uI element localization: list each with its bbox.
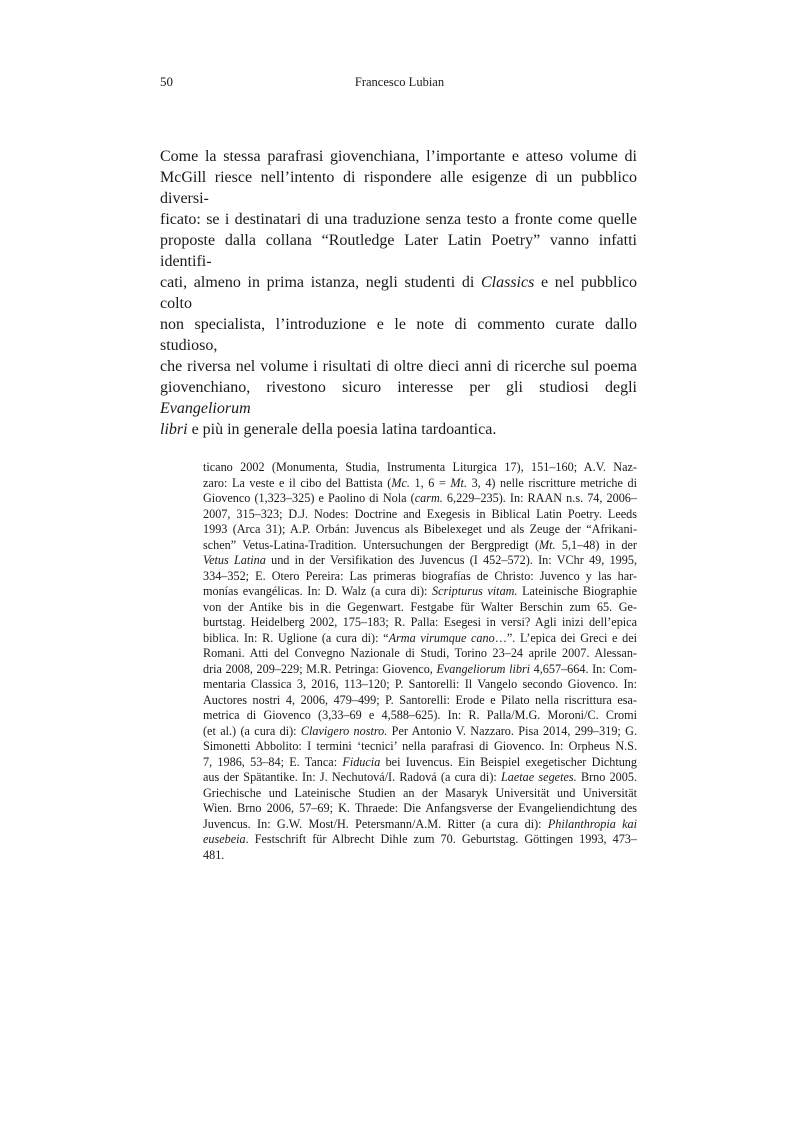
text-run: 1, 6 = — [409, 475, 451, 490]
text-line — [160, 146, 637, 167]
text-line — [160, 209, 637, 230]
text-run: Giovenco (1,323–325) e Paolino di Nola ( — [203, 491, 415, 505]
text-run: Juvencus. In: G.W. Most/H. Petersmann/A.M. Ritter (a cura di): — [203, 816, 548, 831]
footnote-line — [203, 538, 637, 554]
body-paragraph — [160, 146, 637, 440]
text-run: aus der Spätantike. In: J. Nechutová/I. Radová (a cura di): — [203, 770, 502, 784]
footnote-line — [203, 569, 637, 585]
text-run: bei Iuvencus. Ein Beispiel exegetischer Dichtung — [380, 754, 637, 769]
italic-text: Laetae segetes. — [501, 770, 577, 784]
footnote-line — [203, 460, 637, 476]
text-run: proposte dalla collana “Routledge Later Latin Poetry” vanno infatti identifi- — [160, 232, 637, 270]
text-run: metrica di Giovenco (3,33–69 e 4,588–625). In: R. Palla/M.G. Moroni/C. Cromi — [203, 708, 637, 722]
text-line — [160, 272, 637, 314]
text-run: non specialista, l’introduzione e le note di commento curate dallo studioso, — [160, 316, 637, 354]
text-run: e più in generale della poesia latina tardoantica. — [187, 421, 497, 438]
text-run: e nel pubblico colto — [160, 274, 638, 312]
text-run: 5,1–48) in der — [555, 537, 637, 552]
text-run: monías evangélicas. In: D. Walz (a cura di): — [203, 584, 433, 598]
text-run: (et al.) (a cura di): — [203, 723, 301, 738]
text-line — [160, 377, 637, 419]
footnote-line — [203, 662, 637, 678]
text-line — [160, 356, 637, 377]
text-run: Griechische und Lateinische Studien an der Masaryk Universität und Universität — [203, 785, 637, 800]
footnote-line — [203, 832, 637, 848]
text-run: che riversa nel volume i risultati di oltre dieci anni di ricerche sul poema — [160, 358, 637, 375]
footnote-line — [203, 491, 637, 507]
text-run: Brno 2005. — [576, 770, 637, 784]
footnote-line — [203, 739, 637, 755]
italic-text: Vetus Latina — [203, 553, 266, 567]
text-run: . Festschrift für Albrecht Dihle zum 70. Geburtstag. Göttingen 1993, 473– — [245, 832, 637, 846]
footnote-line — [203, 615, 637, 631]
footnote-line — [203, 848, 637, 864]
text-run: 2007, 315–323; D.J. Nodes: Doctrine and Exegesis in Biblical Latin Poetry. Leeds — [203, 506, 637, 521]
italic-text: Mt. — [450, 475, 467, 490]
footnote-line — [203, 677, 637, 693]
text-run: ficato: se i destinatari di una traduzione senza testo a fronte come quelle — [160, 211, 637, 228]
footnote-line — [203, 522, 637, 538]
italic-text: Philanthropia kai — [547, 816, 638, 831]
italic-text: libri — [160, 421, 188, 438]
footnote-line — [203, 817, 637, 833]
footnote-line — [203, 476, 637, 492]
footnote-line — [203, 631, 637, 647]
text-run: zaro: La veste e il cibo del Battista ( — [203, 475, 392, 490]
text-run: 6,229–235). In: RAAN n.s. 74, 2006– — [442, 491, 637, 505]
text-run: Auctores nostri 4, 2006, 479–499; P. Santorelli: Erode e Pilato nella riscrittura esa- — [203, 692, 637, 707]
italic-text: carm. — [414, 491, 443, 505]
text-run: …”. L’epica dei Greci e dei — [494, 630, 637, 645]
text-line — [160, 230, 637, 272]
footnote-line — [203, 693, 637, 709]
bibliography-footnote — [203, 460, 637, 863]
italic-text: Evangeliorum libri — [436, 661, 531, 676]
footnote-line — [203, 770, 637, 786]
footnote-line — [203, 755, 637, 771]
footnote-line — [203, 600, 637, 616]
text-line — [160, 167, 637, 209]
text-run: schen” Vetus-Latina-Tradition. Untersuchungen der Bergpredigt ( — [203, 537, 540, 552]
text-run: Wien. Brno 2006, 57–69; K. Thraede: Die Anfangsverse der Evangeliendichtung des — [203, 801, 637, 815]
italic-text: eusebeia — [203, 832, 246, 846]
italic-text: Mc. — [391, 475, 410, 490]
italic-text: Arma virumque cano — [388, 630, 495, 645]
text-run: von der Antike bis in die Gegenwart. Festgabe für Walter Berschin zum 65. Ge- — [203, 599, 637, 614]
italic-text: Classics — [480, 274, 535, 291]
text-run: Simonetti Abbolito: I termini ‘tecnici’ nella parafrasi di Giovenco. In: Orpheus N.S. — [203, 739, 637, 753]
text-run: 7, 1986, 53–84; E. Tanca: — [203, 754, 343, 769]
italic-text: Clavigero nostro. — [300, 723, 388, 738]
text-run: giovenchiano, rivestono sicuro interesse per gli studiosi degli — [160, 379, 637, 396]
footnote-line — [203, 646, 637, 662]
text-run: mentaria Classica 3, 2016, 113–120; P. Santorelli: Il Vangelo secondo Giovenco. In: — [203, 677, 637, 691]
text-run: 334–352; E. Otero Pereira: Las primeras biografías de Christo: Juvenco y las har- — [203, 568, 637, 583]
text-run: McGill riesce nell’intento di rispondere alle esigenze di un pubblico diversi- — [160, 169, 637, 207]
italic-text: Evangeliorum — [160, 400, 251, 417]
footnote-line — [203, 708, 637, 724]
footnote-line — [203, 553, 637, 569]
footnote-line — [203, 801, 637, 817]
footnote-line — [203, 584, 637, 600]
text-run: 4,657–664. In: Com- — [530, 661, 637, 676]
italic-text: Mt. — [539, 537, 556, 552]
text-run: biblica. In: R. Uglione (a cura di): “ — [203, 630, 389, 645]
text-run: burtstag. Heidelberg 2002, 175–183; R. Palla: Esegesi in versi? Agli inizi dell’epica — [203, 615, 637, 629]
text-run: ticano 2002 (Monumenta, Studia, Instrumenta Liturgica 17), 151–160; A.V. Naz- — [203, 460, 637, 474]
text-run: 3, 4) nelle riscritture metriche di — [467, 475, 638, 490]
page-number: 50 — [160, 74, 173, 89]
italic-text: Scripturus vitam. — [432, 584, 518, 598]
text-run: cati, almeno in prima istanza, negli studenti di — [160, 274, 481, 291]
text-line — [160, 419, 637, 440]
text-run: 481. — [203, 847, 225, 862]
text-run: Per Antonio V. Nazzaro. Pisa 2014, 299–319; G. — [387, 723, 637, 738]
text-line — [160, 314, 637, 356]
footnote-line — [203, 724, 637, 740]
text-run: Come la stessa parafrasi giovenchiana, l’importante e atteso volume di — [160, 148, 637, 165]
text-run: Lateinische Biographie — [517, 584, 638, 598]
text-run: und in der Versifikation des Juvencus (I 452–572). In: VChr 49, 1995, — [265, 553, 637, 567]
running-head: Francesco Lubian — [354, 75, 445, 89]
footnote-line — [203, 507, 637, 523]
italic-text: Fiducia — [342, 754, 381, 769]
text-run: dria 2008, 209–229; M.R. Petringa: Giovenco, — [203, 661, 437, 676]
footnote-line — [203, 786, 637, 802]
text-run: 1993 (Arca 31); A.P. Orbán: Juvencus als Bibelexeget und als Zeuge der “Afrikani- — [203, 522, 637, 536]
text-run: Romani. Atti del Convegno Nazionale di Studi, Torino 23–24 aprile 2007. Alessan- — [203, 646, 637, 660]
